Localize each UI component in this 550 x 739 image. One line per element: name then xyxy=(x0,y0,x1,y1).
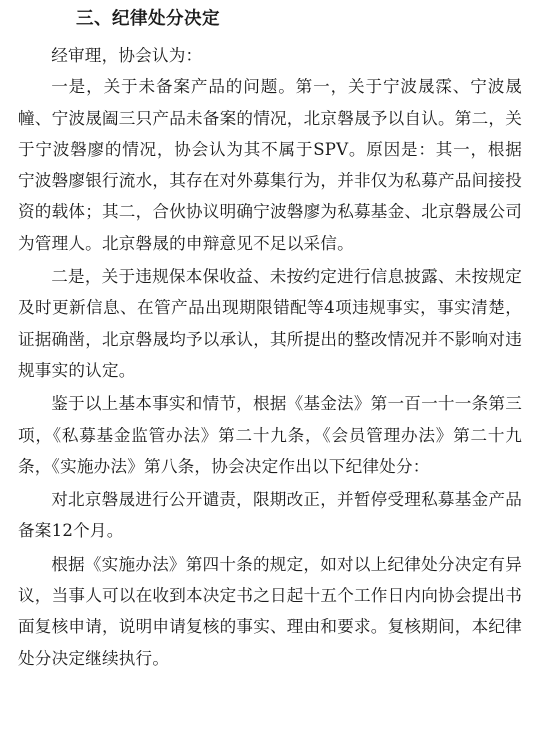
paragraph-appeal: 根据《实施办法》第四十条的规定，如对以上纪律处分决定有异议，当事人可以在收到本决定书之日起十五个工作日内向协会提出书面复核申请，说明申请复核的事实、理由和要求。复核期间，本纪律处分决定继续执行。 xyxy=(18,554,522,668)
paragraph-legal-basis: 鉴于以上基本事实和情节，根据《基金法》第一百一十一条第三项，《私募基金监管办法》第二十九条，《会员管理办法》第二十九条，《实施办法》第八条，协会决定作出以下纪律处分： xyxy=(18,394,522,476)
paragraph-penalty: 对北京磐晟进行公开谴责，限期改正，并暂停受理私募基金产品备案12个月。 xyxy=(18,490,522,541)
section-heading: 三、纪律处分决定 xyxy=(76,9,220,29)
paragraph-unregistered-products: 一是，关于未备案产品的问题。第一，关于宁波晟霂、宁波晟幢、宁波晟阖三只产品未备案的情况，北京磐晟予以自认。第二，关于宁波磐廖的情况，协会认为其不属于SPV。原因是：其一，根据宁波磐廖银行流水，其存在对外募集行为，并非仅为私募产品间接投资的载体；其二，合伙协议明确宁波磐廖为私募基金、北京磐晟公司为管理人。北京磐晟的申辩意见不足以采信。 xyxy=(18,77,522,253)
paragraph-violations: 二是，关于违规保本保收益、未按约定进行信息披露、未按规定及时更新信息、在管产品出现期限错配等4项违规事实，事实清楚，证据确凿，北京磐晟均予以承认，其所提出的整改情况并不影响对违规事实的认定。 xyxy=(18,267,522,380)
paragraph-review-intro: 经审理，协会认为： xyxy=(51,46,203,65)
